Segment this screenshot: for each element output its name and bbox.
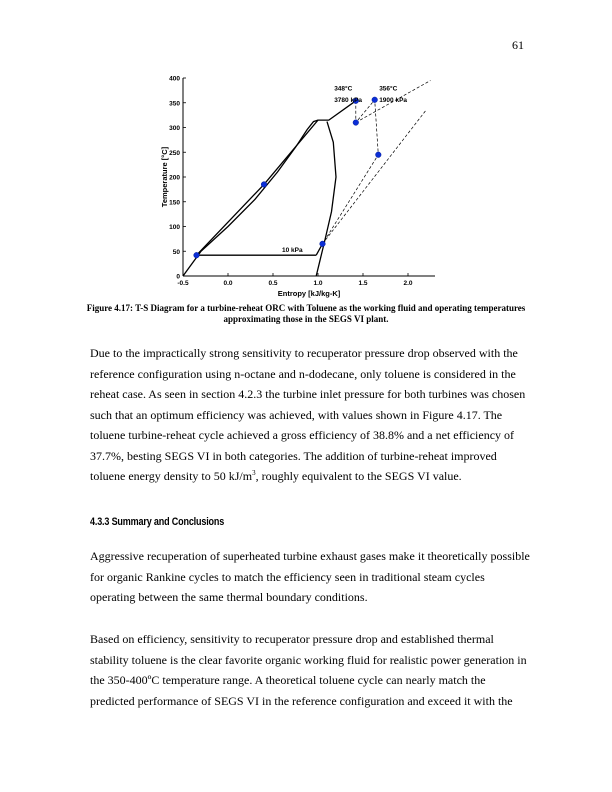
x-tick-label: 0.0 <box>223 280 233 287</box>
y-tick-label: 50 <box>172 248 180 256</box>
y-tick-label: 250 <box>169 149 180 157</box>
paragraph-reheat-text: Due to the impractically strong sensitivity to recuperator pressure drop observed with the reference configuration using n-octane and n-dodecane, only toluene is considered in the reheat case. As seen in section 4.2.3 the turbine inlet pressure for both turbines was chosen such that an optimum efficiency was achieved, with values shown in Figure 4.17. The toluene turbine-reheat cycle achieved a gross efficiency of 38.8% and a net efficiency of 37.7%, besting SEGS VI in both categories. The addition of turbine-reheat improved toluene energy density to 50 kJ/m <box>90 346 526 483</box>
state-point <box>376 152 382 158</box>
paragraph-reheat-end: , roughly equivalent to the SEGS VI value. <box>255 469 462 483</box>
ts-diagram-chart <box>160 70 450 302</box>
annotation-label: 3780 kPa <box>334 96 363 104</box>
y-tick-label: 0 <box>176 273 180 281</box>
superscript-3: 3 <box>252 469 256 477</box>
page-number: 61 <box>512 38 524 52</box>
annotation-label: 356°C <box>379 85 398 93</box>
y-tick-label: 150 <box>169 199 180 207</box>
x-tick-label: -0.5 <box>177 280 189 287</box>
annotation-label: 1900 kPa <box>379 96 408 104</box>
y-tick-label: 100 <box>169 224 180 231</box>
series-expansion-and-reheat <box>323 100 379 244</box>
paragraph-reheat <box>90 343 530 487</box>
y-tick-label: 350 <box>169 100 180 108</box>
series-saturation-dome-vapor <box>316 122 336 276</box>
figure-caption: Figure 4.17: T-S Diagram for a turbine-reheat ORC with Toluene as the working fluid and operating temperatures approximating those in the SEGS VI plant. <box>86 303 526 324</box>
state-point <box>372 97 378 103</box>
x-tick-label: 1.0 <box>313 280 323 287</box>
paragraph-toluene-favorite: Based on efficiency, sensitivity to recuperator pressure drop and established thermal stability toluene is the clear favorite organic working fluid for realistic power generation in the 350-400ºC temperature range. A theoretical toluene cycle can nearly match the predicted performance of SEGS VI in the reference configuration and exceed it with the <box>90 632 527 708</box>
state-point <box>320 241 326 247</box>
x-tick-label: 1.5 <box>358 280 368 287</box>
y-tick-label: 300 <box>169 125 180 132</box>
paragraph-aggressive-recuperation: Aggressive recuperation of superheated turbine exhaust gases make it theoretically possible for organic Rankine cycles to match the efficiency seen in traditional steam cycles operating between the same thermal boundary conditions. <box>90 549 530 604</box>
annotation-label: 10 kPa <box>282 247 303 255</box>
y-tick-label: 200 <box>169 174 180 182</box>
x-axis-label: Entropy [kJ/kg-K] <box>277 289 341 298</box>
section-heading: 4.3.3 Summary and Conclusions <box>90 516 225 528</box>
x-tick-label: 0.5 <box>268 280 278 287</box>
ts-diagram-figure <box>160 70 450 302</box>
y-tick-label: 400 <box>169 75 180 83</box>
state-point <box>261 182 267 188</box>
state-point <box>194 252 200 258</box>
y-axis-label: Temperature [°C] <box>160 146 169 208</box>
series-isobar-10kPa <box>323 110 427 244</box>
annotation-label: 348°C <box>334 85 353 93</box>
x-tick-label: 2.0 <box>403 280 413 287</box>
state-point <box>353 120 359 126</box>
